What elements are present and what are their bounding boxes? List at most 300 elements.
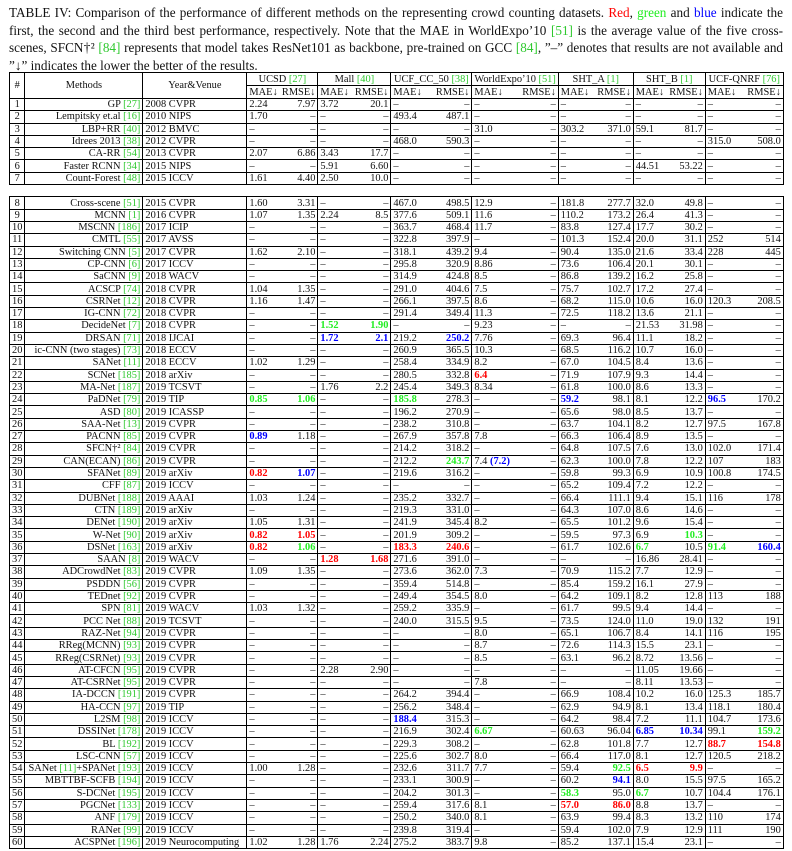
rmse-ucf-qnrf: – bbox=[741, 123, 783, 135]
citation-link[interactable]: [13] bbox=[123, 418, 141, 430]
citation-link[interactable]: [27] bbox=[123, 99, 141, 111]
rmse-worldexpo10: – bbox=[512, 467, 558, 479]
table-row bbox=[10, 578, 784, 590]
mae-worldexpo10: – bbox=[472, 701, 512, 713]
citation-link[interactable]: [38] bbox=[123, 136, 141, 148]
caption-text: TABLE IV: Comparison of the performance of different methods on the representing crowd counting datasets. bbox=[9, 5, 609, 20]
rmse-worldexpo10: – bbox=[512, 763, 558, 775]
mae-ucf-cc-50: – bbox=[391, 627, 429, 639]
citation-link[interactable]: [51] bbox=[550, 22, 573, 38]
rmse-ucf-cc-50: 345.4 bbox=[429, 517, 472, 529]
mae-ucsd: – bbox=[247, 615, 280, 627]
rmse-worldexpo10: – bbox=[512, 332, 558, 344]
citation-link[interactable]: [76] bbox=[762, 73, 780, 85]
method-label: ACSCP bbox=[87, 283, 124, 295]
mae-sht-a: 62.8 bbox=[558, 738, 593, 750]
rmse-ucf-qnrf: – bbox=[741, 344, 783, 356]
mae-mall: – bbox=[318, 455, 353, 467]
mae-worldexpo10: 8.34 bbox=[472, 381, 512, 393]
citation-link[interactable]: [79] bbox=[123, 394, 141, 406]
row-number: 34 bbox=[10, 517, 25, 529]
rmse-sht-a: 97.3 bbox=[593, 529, 633, 541]
rmse-ucf-qnrf: – bbox=[741, 357, 783, 369]
metric-value: 96.5 bbox=[707, 394, 726, 406]
table-row bbox=[10, 541, 784, 553]
citation-link[interactable]: [195] bbox=[117, 787, 141, 799]
citation-link[interactable]: [92] bbox=[123, 591, 141, 603]
citation-link[interactable]: [16] bbox=[123, 111, 141, 123]
mae-worldexpo10: – bbox=[472, 824, 512, 836]
year-venue: 2019 TIP bbox=[143, 701, 247, 713]
mae-ucsd: 1.00 bbox=[247, 763, 280, 775]
mae-mall: – bbox=[318, 295, 353, 307]
rmse-mall: – bbox=[353, 738, 391, 750]
mae-sht-b: – bbox=[633, 99, 667, 111]
citation-link[interactable]: [99] bbox=[123, 824, 141, 836]
mae-ucsd: – bbox=[247, 271, 280, 283]
rmse-mall: – bbox=[353, 406, 391, 418]
rmse-ucsd: – bbox=[280, 123, 318, 135]
mae-ucf-qnrf: – bbox=[705, 99, 741, 111]
mae-mall: – bbox=[318, 246, 353, 258]
mae-sht-b: 8.4 bbox=[633, 627, 667, 639]
method-name bbox=[25, 750, 143, 762]
rmse-sht-a: 102.6 bbox=[593, 541, 633, 553]
header-rmse: RMSE↓ bbox=[512, 86, 558, 99]
citation-link[interactable]: [188] bbox=[117, 492, 141, 504]
mae-worldexpo10: 10.3 bbox=[472, 344, 512, 356]
table-row bbox=[10, 566, 784, 578]
citation-link[interactable]: [51] bbox=[123, 197, 141, 209]
rmse-ucf-cc-50: 383.7 bbox=[429, 836, 472, 848]
rmse-sht-a: 109.1 bbox=[593, 590, 633, 602]
citation-link[interactable]: [5] bbox=[128, 246, 141, 258]
method-name bbox=[25, 455, 143, 467]
metric-value: 6.7 bbox=[635, 541, 649, 553]
citation-link[interactable]: [11] bbox=[59, 763, 77, 775]
citation-link[interactable]: [94] bbox=[123, 627, 141, 639]
table-row bbox=[10, 172, 784, 184]
rmse-ucf-qnrf: – bbox=[741, 148, 783, 160]
rmse-ucsd: – bbox=[280, 726, 318, 738]
rmse-ucf-qnrf: 174.5 bbox=[741, 467, 783, 479]
mae-sht-b: 20.1 bbox=[633, 258, 667, 270]
method-name bbox=[25, 246, 143, 258]
citation-link[interactable]: [74] bbox=[123, 283, 141, 295]
mae-sht-a: 71.9 bbox=[558, 369, 593, 381]
method-name bbox=[25, 652, 143, 664]
citation-link[interactable]: [185] bbox=[117, 369, 141, 381]
mae-ucf-cc-50: 235.2 bbox=[391, 492, 429, 504]
rmse-sht-b: 15.5 bbox=[667, 775, 705, 787]
citation-link[interactable]: [194] bbox=[117, 775, 141, 787]
metric-value: 91.4 bbox=[707, 541, 726, 553]
citation-link[interactable]: [27] bbox=[288, 73, 307, 85]
citation-link[interactable]: [81] bbox=[123, 603, 141, 615]
citation-link[interactable]: [8] bbox=[128, 554, 141, 566]
mae-sht-b: – bbox=[633, 135, 667, 147]
mae-mall bbox=[318, 553, 353, 565]
citation-link[interactable]: [40] bbox=[356, 73, 375, 85]
rmse-sht-b: – bbox=[667, 111, 705, 123]
citation-link[interactable]: [51] bbox=[538, 73, 556, 85]
citation-link[interactable]: [93] bbox=[123, 652, 141, 664]
citation-link[interactable]: [85] bbox=[123, 431, 141, 443]
citation-link[interactable]: [55] bbox=[123, 234, 141, 246]
mae-worldexpo10: – bbox=[472, 111, 512, 123]
rmse-ucf-qnrf: – bbox=[741, 209, 783, 221]
caption-text: and bbox=[666, 5, 694, 20]
method-name bbox=[25, 480, 143, 492]
citation-link[interactable]: [178] bbox=[117, 726, 141, 738]
mae-ucf-qnrf: – bbox=[705, 271, 741, 283]
mae-mall: 2.28 bbox=[318, 664, 353, 676]
metric-value: 1.06 bbox=[297, 541, 316, 553]
mae-sht-b: 8.2 bbox=[633, 418, 667, 430]
citation-link[interactable]: [1] bbox=[680, 73, 693, 85]
mae-ucsd: 1.03 bbox=[247, 603, 280, 615]
mae-ucf-qnrf: – bbox=[705, 123, 741, 135]
mae-worldexpo10: – bbox=[472, 713, 512, 725]
citation-link[interactable]: [193] bbox=[117, 763, 141, 775]
citation-link[interactable]: [56] bbox=[123, 578, 141, 590]
citation-link[interactable]: [187] bbox=[117, 381, 141, 393]
row-number: 40 bbox=[10, 590, 25, 602]
citation-link[interactable]: [190] bbox=[117, 517, 141, 529]
mae-ucf-cc-50: 271.6 bbox=[391, 553, 429, 565]
mae-mall: – bbox=[318, 271, 353, 283]
mae-ucf-qnrf: – bbox=[705, 209, 741, 221]
rmse-worldexpo10: – bbox=[512, 836, 558, 848]
rmse-sht-a: 109.4 bbox=[593, 480, 633, 492]
method-label: DRSAN bbox=[85, 332, 124, 344]
citation-link[interactable]: [9] bbox=[128, 271, 141, 283]
table-row bbox=[10, 209, 784, 221]
year-venue: 2019 CVPR bbox=[143, 431, 247, 443]
table-row bbox=[10, 234, 784, 246]
citation-link[interactable]: [40] bbox=[123, 123, 141, 135]
rmse-mall: – bbox=[353, 480, 391, 492]
citation-link[interactable]: [93] bbox=[123, 640, 141, 652]
mae-worldexpo10: – bbox=[472, 172, 512, 184]
year-venue: 2019 CVPR bbox=[143, 443, 247, 455]
year-venue: 2019 arXiv bbox=[143, 529, 247, 541]
mae-sht-b: 21.53 bbox=[633, 320, 667, 332]
mae-ucsd: – bbox=[247, 381, 280, 393]
citation-link[interactable]: [7] bbox=[128, 320, 141, 332]
rmse-ucf-qnrf: 183 bbox=[741, 455, 783, 467]
mae-worldexpo10: 8.0 bbox=[472, 750, 512, 762]
mae-sht-b: 7.2 bbox=[633, 480, 667, 492]
mae-worldexpo10: 11.7 bbox=[472, 221, 512, 233]
table-row bbox=[10, 197, 784, 209]
row-number: 19 bbox=[10, 332, 25, 344]
citation-link[interactable]: [34] bbox=[123, 160, 141, 172]
rmse-worldexpo10: – bbox=[512, 344, 558, 356]
mae-mall: – bbox=[318, 394, 353, 406]
mae-sht-a: 110.2 bbox=[558, 209, 593, 221]
rmse-sht-a: – bbox=[593, 111, 633, 123]
mae-worldexpo10: 8.5 bbox=[472, 271, 512, 283]
mae-ucf-qnrf: – bbox=[705, 578, 741, 590]
citation-link[interactable]: [191] bbox=[117, 689, 141, 701]
mae-ucf-cc-50: 214.2 bbox=[391, 443, 429, 455]
row-number: 6 bbox=[10, 160, 25, 172]
rmse-worldexpo10: – bbox=[512, 431, 558, 443]
rmse-sht-b: 13.6 bbox=[667, 357, 705, 369]
mae-sht-a: 85.4 bbox=[558, 578, 593, 590]
mae-sht-b: 6.9 bbox=[633, 467, 667, 479]
row-number: 14 bbox=[10, 271, 25, 283]
citation-link[interactable]: [90] bbox=[123, 529, 141, 541]
mae-mall: – bbox=[318, 578, 353, 590]
mae-ucf-cc-50: 275.2 bbox=[391, 836, 429, 848]
mae-ucf-cc-50: – bbox=[391, 640, 429, 652]
mae-worldexpo10: 11.3 bbox=[472, 308, 512, 320]
mae-ucf-cc-50: – bbox=[391, 172, 429, 184]
citation-link[interactable]: [84] bbox=[98, 40, 121, 56]
rmse-sht-b: 10.7 bbox=[667, 787, 705, 799]
citation-link[interactable]: [97] bbox=[123, 701, 141, 713]
citation-link[interactable]: [84] bbox=[123, 443, 141, 455]
row-number: 32 bbox=[10, 492, 25, 504]
mae-sht-b: 10.2 bbox=[633, 689, 667, 701]
mae-worldexpo10: 8.1 bbox=[472, 812, 512, 824]
citation-link[interactable]: [179] bbox=[117, 812, 141, 824]
citation-link[interactable]: [12] bbox=[123, 295, 141, 307]
year-venue: 2019 arXiv bbox=[143, 541, 247, 553]
rmse-ucsd: – bbox=[280, 553, 318, 565]
mae-ucf-qnrf: 110 bbox=[705, 812, 741, 824]
header-dataset-sht-b bbox=[633, 73, 705, 86]
citation-link[interactable]: [87] bbox=[123, 480, 141, 492]
method-name bbox=[25, 234, 143, 246]
mae-ucsd: 1.02 bbox=[247, 836, 280, 848]
mae-ucf-cc-50: 229.3 bbox=[391, 738, 429, 750]
rmse-ucf-cc-50: 348.4 bbox=[429, 701, 472, 713]
rmse-sht-b: 13.56 bbox=[667, 652, 705, 664]
year-venue: 2018 CVPR bbox=[143, 283, 247, 295]
citation-link[interactable]: [48] bbox=[123, 172, 141, 184]
rmse-ucsd: 7.97 bbox=[280, 99, 318, 111]
rmse-sht-a: 159.2 bbox=[593, 578, 633, 590]
rmse-sht-b: – bbox=[667, 135, 705, 147]
rmse-ucf-cc-50: 362.0 bbox=[429, 566, 472, 578]
method-label: DecideNet bbox=[81, 320, 129, 332]
rmse-worldexpo10: – bbox=[512, 812, 558, 824]
row-number: 50 bbox=[10, 713, 25, 725]
rmse-ucf-qnrf: – bbox=[741, 320, 783, 332]
mae-ucf-cc-50: – bbox=[391, 123, 429, 135]
mae-ucsd: – bbox=[247, 775, 280, 787]
mae-sht-b: 8.1 bbox=[633, 701, 667, 713]
mae-ucf-qnrf: – bbox=[705, 308, 741, 320]
citation-link[interactable]: [186] bbox=[117, 222, 141, 234]
mae-ucsd: – bbox=[247, 578, 280, 590]
mae-sht-a: 85.2 bbox=[558, 836, 593, 848]
citation-link[interactable]: [38] bbox=[451, 73, 469, 85]
metric-value: 88.7 bbox=[707, 738, 726, 750]
citation-link[interactable]: [73] bbox=[123, 345, 141, 357]
mae-ucf-qnrf: – bbox=[705, 553, 741, 565]
year-venue: 2019 CVPR bbox=[143, 676, 247, 688]
table-row bbox=[10, 271, 784, 283]
mae-sht-b: 8.9 bbox=[633, 431, 667, 443]
citation-link[interactable]: [1] bbox=[128, 209, 141, 221]
mae-sht-a: – bbox=[558, 111, 593, 123]
rmse-ucf-cc-50: 354.5 bbox=[429, 590, 472, 602]
rmse-sht-b: 18.2 bbox=[667, 332, 705, 344]
rmse-ucsd: – bbox=[280, 504, 318, 516]
mae-worldexpo10: – bbox=[472, 394, 512, 406]
mae-sht-a: 75.7 bbox=[558, 283, 593, 295]
citation-link[interactable]: [86] bbox=[123, 455, 141, 467]
mae-sht-b: 8.1 bbox=[633, 394, 667, 406]
year-venue: 2012 CVPR bbox=[143, 135, 247, 147]
citation-link[interactable]: [88] bbox=[123, 615, 141, 627]
mae-mall: – bbox=[318, 590, 353, 602]
table-row bbox=[10, 640, 784, 652]
citation-link[interactable]: [133] bbox=[117, 800, 141, 812]
citation-link[interactable]: [95] bbox=[123, 677, 141, 689]
method-name bbox=[25, 578, 143, 590]
mae-mall bbox=[318, 332, 353, 344]
rmse-worldexpo10: – bbox=[512, 664, 558, 676]
rmse-ucf-qnrf: – bbox=[741, 529, 783, 541]
row-number: 30 bbox=[10, 467, 25, 479]
citation-link[interactable]: [1] bbox=[606, 73, 620, 85]
mae-mall: – bbox=[318, 418, 353, 430]
mae-sht-a: 90.4 bbox=[558, 246, 593, 258]
citation-link[interactable]: [71] bbox=[123, 332, 141, 344]
mae-worldexpo10: 8.2 bbox=[472, 517, 512, 529]
mae-sht-a: 63.7 bbox=[558, 418, 593, 430]
citation-link[interactable]: [192] bbox=[117, 738, 141, 750]
method-label: IA-DCCN bbox=[71, 689, 118, 701]
rmse-ucf-cc-50: 318.2 bbox=[429, 443, 472, 455]
mae-ucsd: – bbox=[247, 824, 280, 836]
year-venue: 2019 CVPR bbox=[143, 566, 247, 578]
rmse-worldexpo10: – bbox=[512, 615, 558, 627]
citation-link[interactable]: [80] bbox=[123, 406, 141, 418]
header-rmse: RMSE↓ bbox=[353, 86, 391, 99]
mae-worldexpo10: – bbox=[472, 406, 512, 418]
citation-link[interactable]: [6] bbox=[128, 259, 141, 270]
row-number: 9 bbox=[10, 209, 25, 221]
method-name bbox=[25, 529, 143, 541]
mae-sht-b: 44.51 bbox=[633, 160, 667, 172]
rmse-sht-a: 99.5 bbox=[593, 603, 633, 615]
metric-value: 240.6 bbox=[446, 541, 470, 553]
table-row bbox=[10, 689, 784, 701]
mae-worldexpo10: – bbox=[472, 664, 512, 676]
rmse-worldexpo10: – bbox=[512, 246, 558, 258]
method-name bbox=[25, 812, 143, 824]
mae-worldexpo10: – bbox=[472, 504, 512, 516]
rmse-sht-b: 33.4 bbox=[667, 246, 705, 258]
citation-link[interactable]: [11] bbox=[123, 357, 141, 369]
mae-ucf-cc-50: 259.4 bbox=[391, 799, 429, 811]
mae-mall: – bbox=[318, 566, 353, 578]
citation-link[interactable]: [57] bbox=[123, 750, 141, 762]
mae-ucf-cc-50: 239.8 bbox=[391, 824, 429, 836]
rmse-mall: – bbox=[353, 258, 391, 270]
mae-ucf-qnrf: – bbox=[705, 676, 741, 688]
rmse-ucf-cc-50: 349.4 bbox=[429, 308, 472, 320]
mae-sht-b: – bbox=[633, 111, 667, 123]
mae-mall: – bbox=[318, 221, 353, 233]
mae-mall: – bbox=[318, 799, 353, 811]
mae-sht-b: 9.4 bbox=[633, 603, 667, 615]
method-label: SAAN bbox=[97, 554, 129, 566]
row-number: 4 bbox=[10, 135, 25, 147]
header-dataset-worldexpo10 bbox=[472, 73, 558, 86]
mae-worldexpo10: – bbox=[472, 541, 512, 553]
row-number: 31 bbox=[10, 480, 25, 492]
header-rmse: RMSE↓ bbox=[741, 86, 783, 99]
citation-link[interactable]: [89] bbox=[123, 468, 141, 480]
mae-sht-a: 101.3 bbox=[558, 234, 593, 246]
rmse-ucsd: – bbox=[280, 775, 318, 787]
mae-mall: – bbox=[318, 234, 353, 246]
mae-sht-a bbox=[558, 787, 593, 799]
year-venue: 2017 ICCV bbox=[143, 258, 247, 270]
mae-ucf-qnrf: 228 bbox=[705, 246, 741, 258]
table-row bbox=[10, 258, 784, 270]
rmse-ucf-qnrf bbox=[741, 541, 783, 553]
rmse-ucf-cc-50: 439.2 bbox=[429, 246, 472, 258]
year-venue: 2017 CVPR bbox=[143, 246, 247, 258]
rmse-sht-b: 12.2 bbox=[667, 480, 705, 492]
rmse-ucsd bbox=[280, 394, 318, 406]
row-number: 37 bbox=[10, 553, 25, 565]
citation-link[interactable]: [84] bbox=[515, 40, 538, 56]
citation-link[interactable]: [163] bbox=[117, 541, 141, 553]
row-number: 22 bbox=[10, 369, 25, 381]
row-number: 51 bbox=[10, 726, 25, 738]
citation-link[interactable]: [83] bbox=[123, 566, 141, 578]
rmse-worldexpo10: – bbox=[512, 738, 558, 750]
metric-value: 1.68 bbox=[370, 554, 389, 566]
year-venue: 2019 ICASSP bbox=[143, 406, 247, 418]
rmse-worldexpo10: – bbox=[512, 652, 558, 664]
metric-value: 185.8 bbox=[393, 394, 417, 406]
rmse-ucsd: – bbox=[280, 455, 318, 467]
rmse-ucf-qnrf: 170.2 bbox=[741, 394, 783, 406]
mae-ucf-cc-50: 377.6 bbox=[391, 209, 429, 221]
rmse-sht-b bbox=[667, 529, 705, 541]
method-name bbox=[25, 111, 143, 123]
rmse-sht-b: 13.0 bbox=[667, 443, 705, 455]
citation-link[interactable]: [95] bbox=[123, 664, 141, 676]
citation-link[interactable]: [54] bbox=[123, 148, 141, 160]
rmse-worldexpo10: – bbox=[512, 566, 558, 578]
mae-ucf-cc-50: 219.6 bbox=[391, 467, 429, 479]
mae-ucf-cc-50: – bbox=[391, 676, 429, 688]
mae-ucf-qnrf: – bbox=[705, 763, 741, 775]
citation-link[interactable]: [72] bbox=[123, 308, 141, 320]
rmse-ucf-cc-50: 331.0 bbox=[429, 504, 472, 516]
header-rmse: RMSE↓ bbox=[667, 86, 705, 99]
citation-link[interactable]: [196] bbox=[117, 836, 141, 848]
mae-ucsd: – bbox=[247, 135, 280, 147]
table-row bbox=[10, 369, 784, 381]
table-row bbox=[10, 750, 784, 762]
citation-link[interactable]: [98] bbox=[123, 713, 141, 725]
citation-link[interactable]: [189] bbox=[117, 504, 141, 516]
rmse-sht-b: 14.1 bbox=[667, 627, 705, 639]
rmse-mall: – bbox=[353, 357, 391, 369]
